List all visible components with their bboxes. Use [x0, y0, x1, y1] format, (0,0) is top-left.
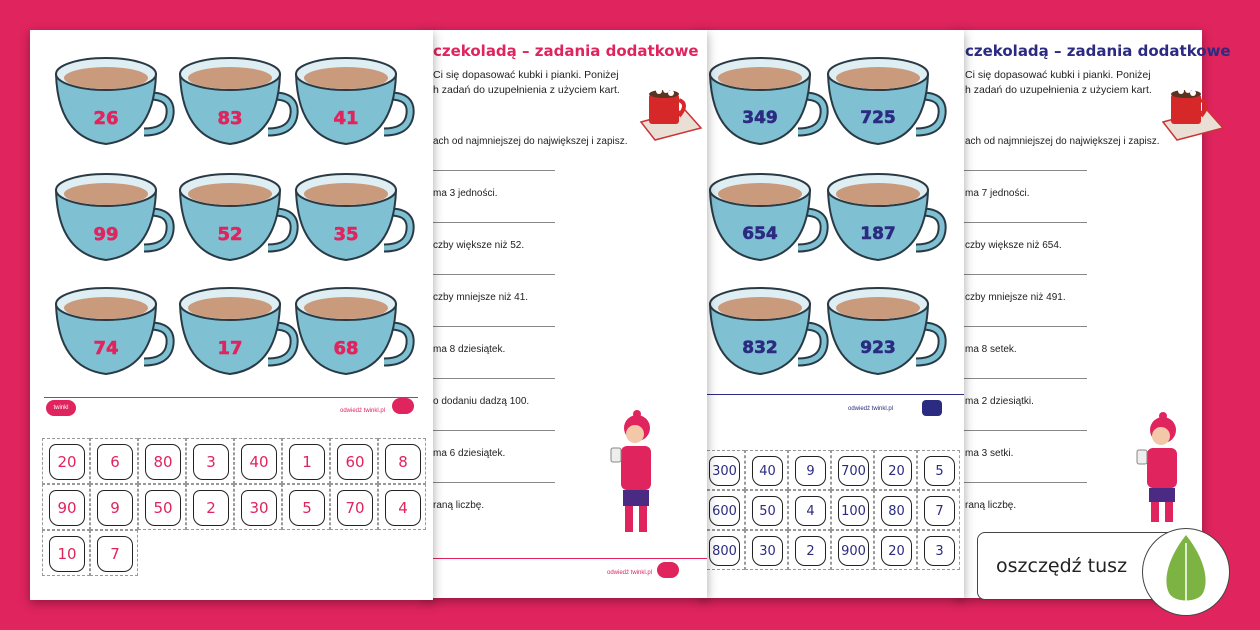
marshmallow-number: 9 [795, 456, 826, 486]
cup-card [706, 168, 828, 266]
task-question: ma 8 dziesiątek. [433, 344, 506, 355]
cup-number: 35 [333, 224, 359, 245]
marshmallow-number: 40 [241, 444, 277, 480]
marshmallow-number: 7 [97, 536, 133, 572]
answer-line [957, 222, 1087, 223]
marshmallow-card [831, 450, 874, 490]
task-intro-mono: Ci się dopasować kubki i pianki. Poniżej h zadań do uzupełnienia z użyciem kart. [965, 69, 1152, 96]
marshmallow-number: 300 [709, 456, 740, 486]
marshmallow-card [138, 484, 186, 530]
task-question: czby mniejsze niż 41. [433, 292, 529, 303]
marshmallow-card [234, 484, 282, 530]
marshmallow-number: 5 [289, 490, 325, 526]
marshmallow-card [874, 450, 917, 490]
marshmallow-card [702, 490, 745, 530]
cup-card [52, 52, 174, 150]
cup-card [52, 282, 174, 380]
marshmallow-card [378, 438, 426, 484]
marshmallow-card [282, 484, 330, 530]
cup-number: 923 [860, 338, 896, 358]
task-question: ma 8 setek. [965, 344, 1017, 355]
answer-line [957, 170, 1087, 171]
marshmallow-card [186, 484, 234, 530]
cup-card [176, 168, 298, 266]
marshmallow-number: 8 [385, 444, 421, 480]
leaf-badge [1142, 528, 1230, 616]
cup-card [176, 282, 298, 380]
twinkl-logo: twinkl [46, 400, 76, 416]
footer-url-mono: odwiedź twinkl.pl [848, 406, 894, 412]
task-question: raną liczbę. [433, 500, 485, 511]
marshmallow-number: 900 [838, 536, 869, 566]
task-sheet-mono [957, 30, 1231, 598]
cup-number: 187 [860, 224, 896, 244]
marshmallow-card [831, 490, 874, 530]
marshmallow-card [90, 438, 138, 484]
marshmallow-number: 10 [49, 536, 85, 572]
answer-line [957, 274, 1087, 275]
marshmallow-number: 70 [337, 490, 373, 526]
marshmallow-card [831, 530, 874, 570]
marshmallow-number: 20 [881, 456, 912, 486]
marshmallow-card [186, 438, 234, 484]
cup-number: 41 [333, 108, 359, 129]
marshmallow-number: 60 [337, 444, 373, 480]
cup-card [292, 52, 414, 150]
answer-line [425, 378, 555, 379]
girl-illustration-colour [603, 408, 663, 548]
marshmallow-card [330, 438, 378, 484]
answer-line [425, 326, 555, 327]
task-question: czby większe niż 654. [965, 240, 1062, 251]
marshmallow-number: 30 [241, 490, 277, 526]
marshmallow-number: 100 [838, 496, 869, 526]
marshmallow-number: 9 [97, 490, 133, 526]
cup-card [824, 168, 946, 266]
task-question: o dodaniu dadzą 100. [433, 396, 530, 407]
cup-number: 349 [742, 108, 778, 128]
answer-line [425, 274, 555, 275]
leaf-icon [1143, 529, 1229, 615]
task-question: ma 7 jedności. [965, 188, 1030, 199]
marshmallow-number: 5 [924, 456, 955, 486]
cup-card [706, 52, 828, 150]
cup-card [824, 282, 946, 380]
divider [425, 558, 707, 559]
cup-number: 17 [217, 338, 243, 359]
marshmallow-card [42, 530, 90, 576]
marshmallow-number: 700 [838, 456, 869, 486]
cups-sheet-colour [30, 30, 433, 600]
marshmallow-card [788, 490, 831, 530]
marshmallow-card [234, 438, 282, 484]
twinkl-logo-mono [922, 400, 942, 416]
marshmallow-card [702, 450, 745, 490]
cup-card [292, 282, 414, 380]
cup-number: 68 [333, 338, 359, 359]
marshmallow-card [745, 450, 788, 490]
task-question: ma 2 dziesiątki. [965, 396, 1034, 407]
task-question: czby mniejsze niż 491. [965, 292, 1066, 303]
marshmallow-card [330, 484, 378, 530]
marshmallow-number: 3 [193, 444, 229, 480]
marshmallow-number: 90 [49, 490, 85, 526]
marshmallow-number: 30 [752, 536, 783, 566]
marshmallow-card [378, 484, 426, 530]
cup-number: 52 [217, 224, 243, 245]
cup-number: 725 [860, 108, 896, 128]
marshmallow-card [874, 530, 917, 570]
answer-line [957, 326, 1087, 327]
footer-url-task: odwiedź twinkl.pl [607, 570, 653, 576]
answer-line [425, 170, 555, 171]
answer-line [957, 378, 1087, 379]
marshmallow-number: 50 [145, 490, 181, 526]
divider [700, 394, 964, 395]
task-question: ma 3 setki. [965, 448, 1014, 459]
cup-number: 654 [742, 224, 778, 244]
cups-sheet-mono [700, 30, 964, 598]
cup-card [292, 168, 414, 266]
marshmallow-number: 2 [795, 536, 826, 566]
answer-line [425, 482, 555, 483]
cup-card [706, 282, 828, 380]
answer-line [425, 430, 555, 431]
marshmallow-card [745, 530, 788, 570]
cup-number: 832 [742, 338, 778, 358]
cocoa-mug-icon-colour [635, 70, 705, 140]
cup-number: 83 [217, 108, 243, 129]
marshmallow-number: 600 [709, 496, 740, 526]
marshmallow-card [702, 530, 745, 570]
marshmallow-number: 4 [385, 490, 421, 526]
marshmallow-number: 50 [752, 496, 783, 526]
marshmallow-card [788, 450, 831, 490]
task-question: raną liczbę. [965, 500, 1017, 511]
marshmallow-card [42, 438, 90, 484]
marshmallow-card [745, 490, 788, 530]
marshmallow-number: 20 [49, 444, 85, 480]
marshmallow-number: 80 [881, 496, 912, 526]
marshmallow-number: 2 [193, 490, 229, 526]
marshmallow-card [917, 490, 960, 530]
marshmallow-card [874, 490, 917, 530]
marshmallow-number: 3 [924, 536, 955, 566]
cocoa-mug-icon-mono [1157, 70, 1227, 140]
marshmallow-number: 20 [881, 536, 912, 566]
task-question: ma 3 jedności. [433, 188, 498, 199]
marshmallow-number: 800 [709, 536, 740, 566]
task-intro-colour: Ci się dopasować kubki i pianki. Poniżej h zadań do uzupełnienia z użyciem kart. [433, 69, 620, 96]
marshmallow-number: 1 [289, 444, 325, 480]
marshmallow-card [138, 438, 186, 484]
task-question: ma 6 dziesiątek. [433, 448, 506, 459]
marshmallow-card [282, 438, 330, 484]
marshmallow-card [917, 450, 960, 490]
marshmallow-card [788, 530, 831, 570]
task-question: czby większe niż 52. [433, 240, 525, 251]
answer-line [957, 430, 1087, 431]
answer-line [957, 482, 1087, 483]
divider [44, 397, 418, 398]
marshmallow-number: 7 [924, 496, 955, 526]
girl-illustration-mono [1129, 410, 1189, 530]
task-title-mono: czekoladą – zadania dodatkowe [965, 42, 1231, 60]
twinkl-logo-task [657, 562, 679, 578]
marshmallow-number: 80 [145, 444, 181, 480]
cup-card [824, 52, 946, 150]
marshmallow-number: 6 [97, 444, 133, 480]
marshmallow-card [917, 530, 960, 570]
marshmallow-card [90, 484, 138, 530]
marshmallow-number: 4 [795, 496, 826, 526]
marshmallow-number: 40 [752, 456, 783, 486]
answer-line [425, 222, 555, 223]
twinkl-logo-small [392, 398, 414, 414]
cup-card [176, 52, 298, 150]
cup-number: 26 [93, 108, 119, 129]
task-title-colour: czekoladą – zadania dodatkowe [433, 42, 699, 60]
marshmallow-card [42, 484, 90, 530]
cup-number: 74 [93, 338, 119, 359]
cup-card [52, 168, 174, 266]
cup-number: 99 [93, 224, 119, 245]
task1-colour: ach od najmniejszej do największej i zapisz. [433, 136, 628, 147]
task1-mono: ach od najmniejszej do największej i zapisz. [965, 136, 1160, 147]
task-sheet-colour [425, 30, 707, 598]
footer-url-colour: odwiedź twinkl.pl [340, 408, 386, 414]
marshmallow-card [90, 530, 138, 576]
ink-saver-label: oszczędź tusz [996, 555, 1128, 577]
